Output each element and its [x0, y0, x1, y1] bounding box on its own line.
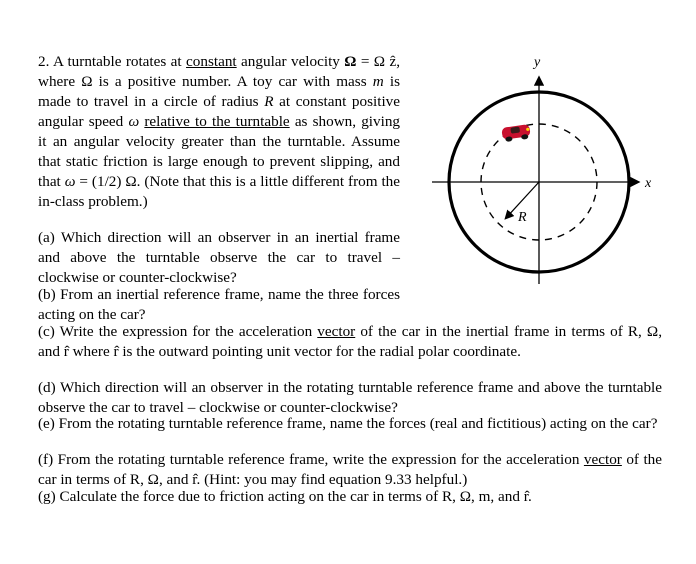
toy-car-icon — [501, 124, 531, 142]
question-e: (e) From the rotating turntable reference frame, name the forces (real and fictitious) acting on the car? — [38, 415, 658, 432]
question-d: (d) Which direction will an observer in the rotating turntable reference frame and above the turntable observe the car to travel – clockwise or counter-clockwise? — [38, 379, 662, 416]
question-g: (g) Calculate the force due to friction acting on the car in terms of R, Ω, m, and r̂. — [38, 488, 532, 505]
question-a: (a) Which direction will an observer in an inertial frame and above the turntable observe the car to travel – clockwise or counter-clockwise? — [38, 229, 400, 286]
question-f: (f) From the rotating turntable reference frame, write the expression for the acceleration vector of the car in terms of R, Ω, and r̂. (Hint: you may find equation 9.33 helpful.) — [38, 451, 662, 488]
turntable-diagram — [428, 52, 668, 292]
question-c: (c) Write the expression for the acceleration vector of the car in the inertial frame in terms of R, Ω, and r̂ where r̂ is the outward pointing unit vector for the radial polar coordinate. — [38, 323, 663, 360]
y-axis-label: y — [534, 55, 541, 70]
omega-vector-symbol: Ω — [344, 53, 357, 70]
problem-number: 2. — [38, 53, 50, 70]
constant-underlined: constant — [186, 53, 237, 70]
question-b: (b) From an inertial reference frame, name the three forces acting on the car? — [38, 286, 400, 323]
radius-label: R — [518, 210, 527, 225]
problem-intro: 2. A turntable rotates at constant angular velocity Ω = Ω ẑ, where Ω is a positive number. A toy car with mass m is made to travel in a circle of radius R at constant positive angular speed ω relative to the turntable as shown, giving it an angular velocity greater than the turntable. Assume that static friction is large enough to prevent slipping, and that ω = (1/2) Ω. (Note that this is a little different from the in-class problem.) — [38, 53, 401, 210]
x-axis-label: x — [645, 176, 652, 191]
relative-underlined: relative to the turntable — [144, 113, 290, 130]
